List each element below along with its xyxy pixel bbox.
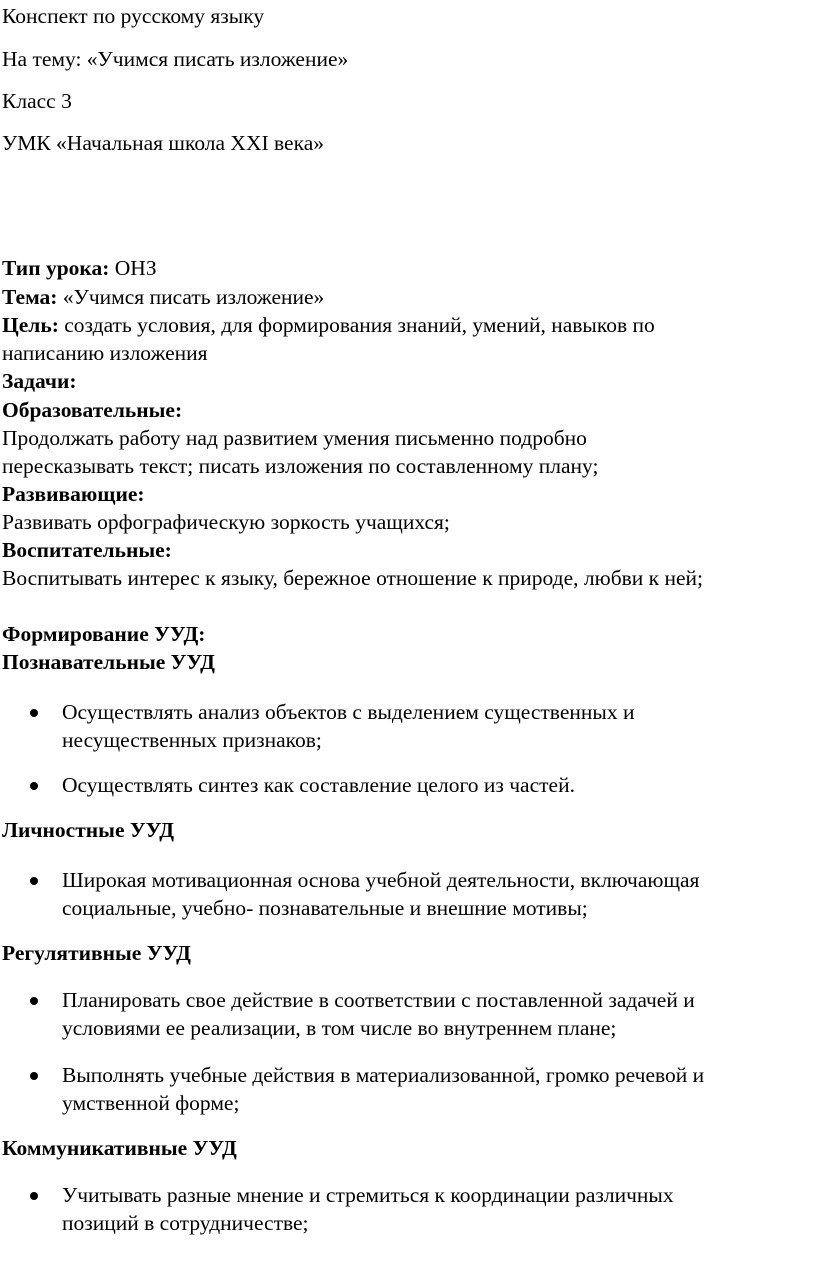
communicative-heading: Коммуникативные УУД: [2, 1136, 237, 1160]
list-item-line: позиций в сотрудничестве;: [62, 1211, 309, 1235]
list-item-line: умственной форме;: [62, 1091, 240, 1115]
uud-heading: Формирование УУД:: [2, 622, 206, 646]
lesson-type: [2, 254, 157, 282]
doc-title: Конспект по русскому языку: [2, 4, 265, 28]
list-item-line: несущественных признаков;: [62, 728, 322, 752]
upbr-label: Воспитательные:: [2, 538, 172, 562]
lesson-topic-value: «Учимся писать изложение»: [57, 285, 325, 309]
list-item-line: Широкая мотивационная основа учебной деятельности, включающая: [62, 868, 700, 892]
doc-umk-line: УМК «Начальная школа XXI века»: [2, 131, 324, 155]
edu-text-1: Продолжать работу над развитием умения письменно подробно: [2, 426, 587, 450]
lesson-type-value: ОНЗ: [109, 256, 157, 280]
list-item-line: Осуществлять анализ объектов с выделением существенных и: [62, 700, 635, 724]
bullet-icon: [30, 709, 38, 717]
edu-label: Образовательные:: [2, 398, 183, 422]
lesson-goal-cont: написанию изложения: [2, 341, 208, 365]
lesson-goal-value: создать условия, для формирования знаний, умений, навыков по: [58, 313, 655, 337]
list-item-line: Выполнять учебные действия в материализованной, громко речевой и: [62, 1063, 705, 1087]
lesson-topic-label: Тема:: [2, 285, 58, 309]
upbr-text: Воспитывать интерес к языку, бережное отношение к природе, любви к ней;: [2, 566, 704, 590]
doc-class-line: Класс 3: [2, 89, 72, 113]
list-item-line: Планировать свое действие в соответствии с поставленной задачей и: [62, 988, 695, 1012]
list-item-line: Осуществлять синтез как составление целого из частей.: [62, 773, 575, 797]
lesson-topic: [2, 283, 324, 311]
lesson-goal-label: Цель:: [2, 313, 59, 337]
personal-heading: Личностные УУД: [2, 818, 175, 842]
list-item-line: Учитывать разные мнение и стремиться к координации различных: [62, 1183, 674, 1207]
regulative-heading: Регулятивные УУД: [2, 941, 191, 965]
bullet-icon: [30, 782, 38, 790]
bullet-icon: [30, 1072, 38, 1080]
lesson-goal: [2, 311, 655, 339]
bullet-icon: [30, 877, 38, 885]
list-item-line: социальные, учебно- познавательные и внешние мотивы;: [62, 896, 588, 920]
dev-label: Развивающие:: [2, 482, 145, 506]
lesson-tasks-label: Задачи:: [2, 369, 77, 393]
bullet-icon: [30, 1192, 38, 1200]
bullet-icon: [30, 997, 38, 1005]
cognitive-heading: Познавательные УУД: [2, 650, 215, 674]
list-item-line: условиями ее реализации, в том числе во внутреннем плане;: [62, 1016, 617, 1040]
doc-topic-line: На тему: «Учимся писать изложение»: [2, 47, 349, 71]
lesson-type-label: Тип урока:: [2, 256, 110, 280]
dev-text: Развивать орфографическую зоркость учащихся;: [2, 510, 450, 534]
edu-text-2: пересказывать текст; писать изложения по составленному плану;: [2, 454, 599, 478]
